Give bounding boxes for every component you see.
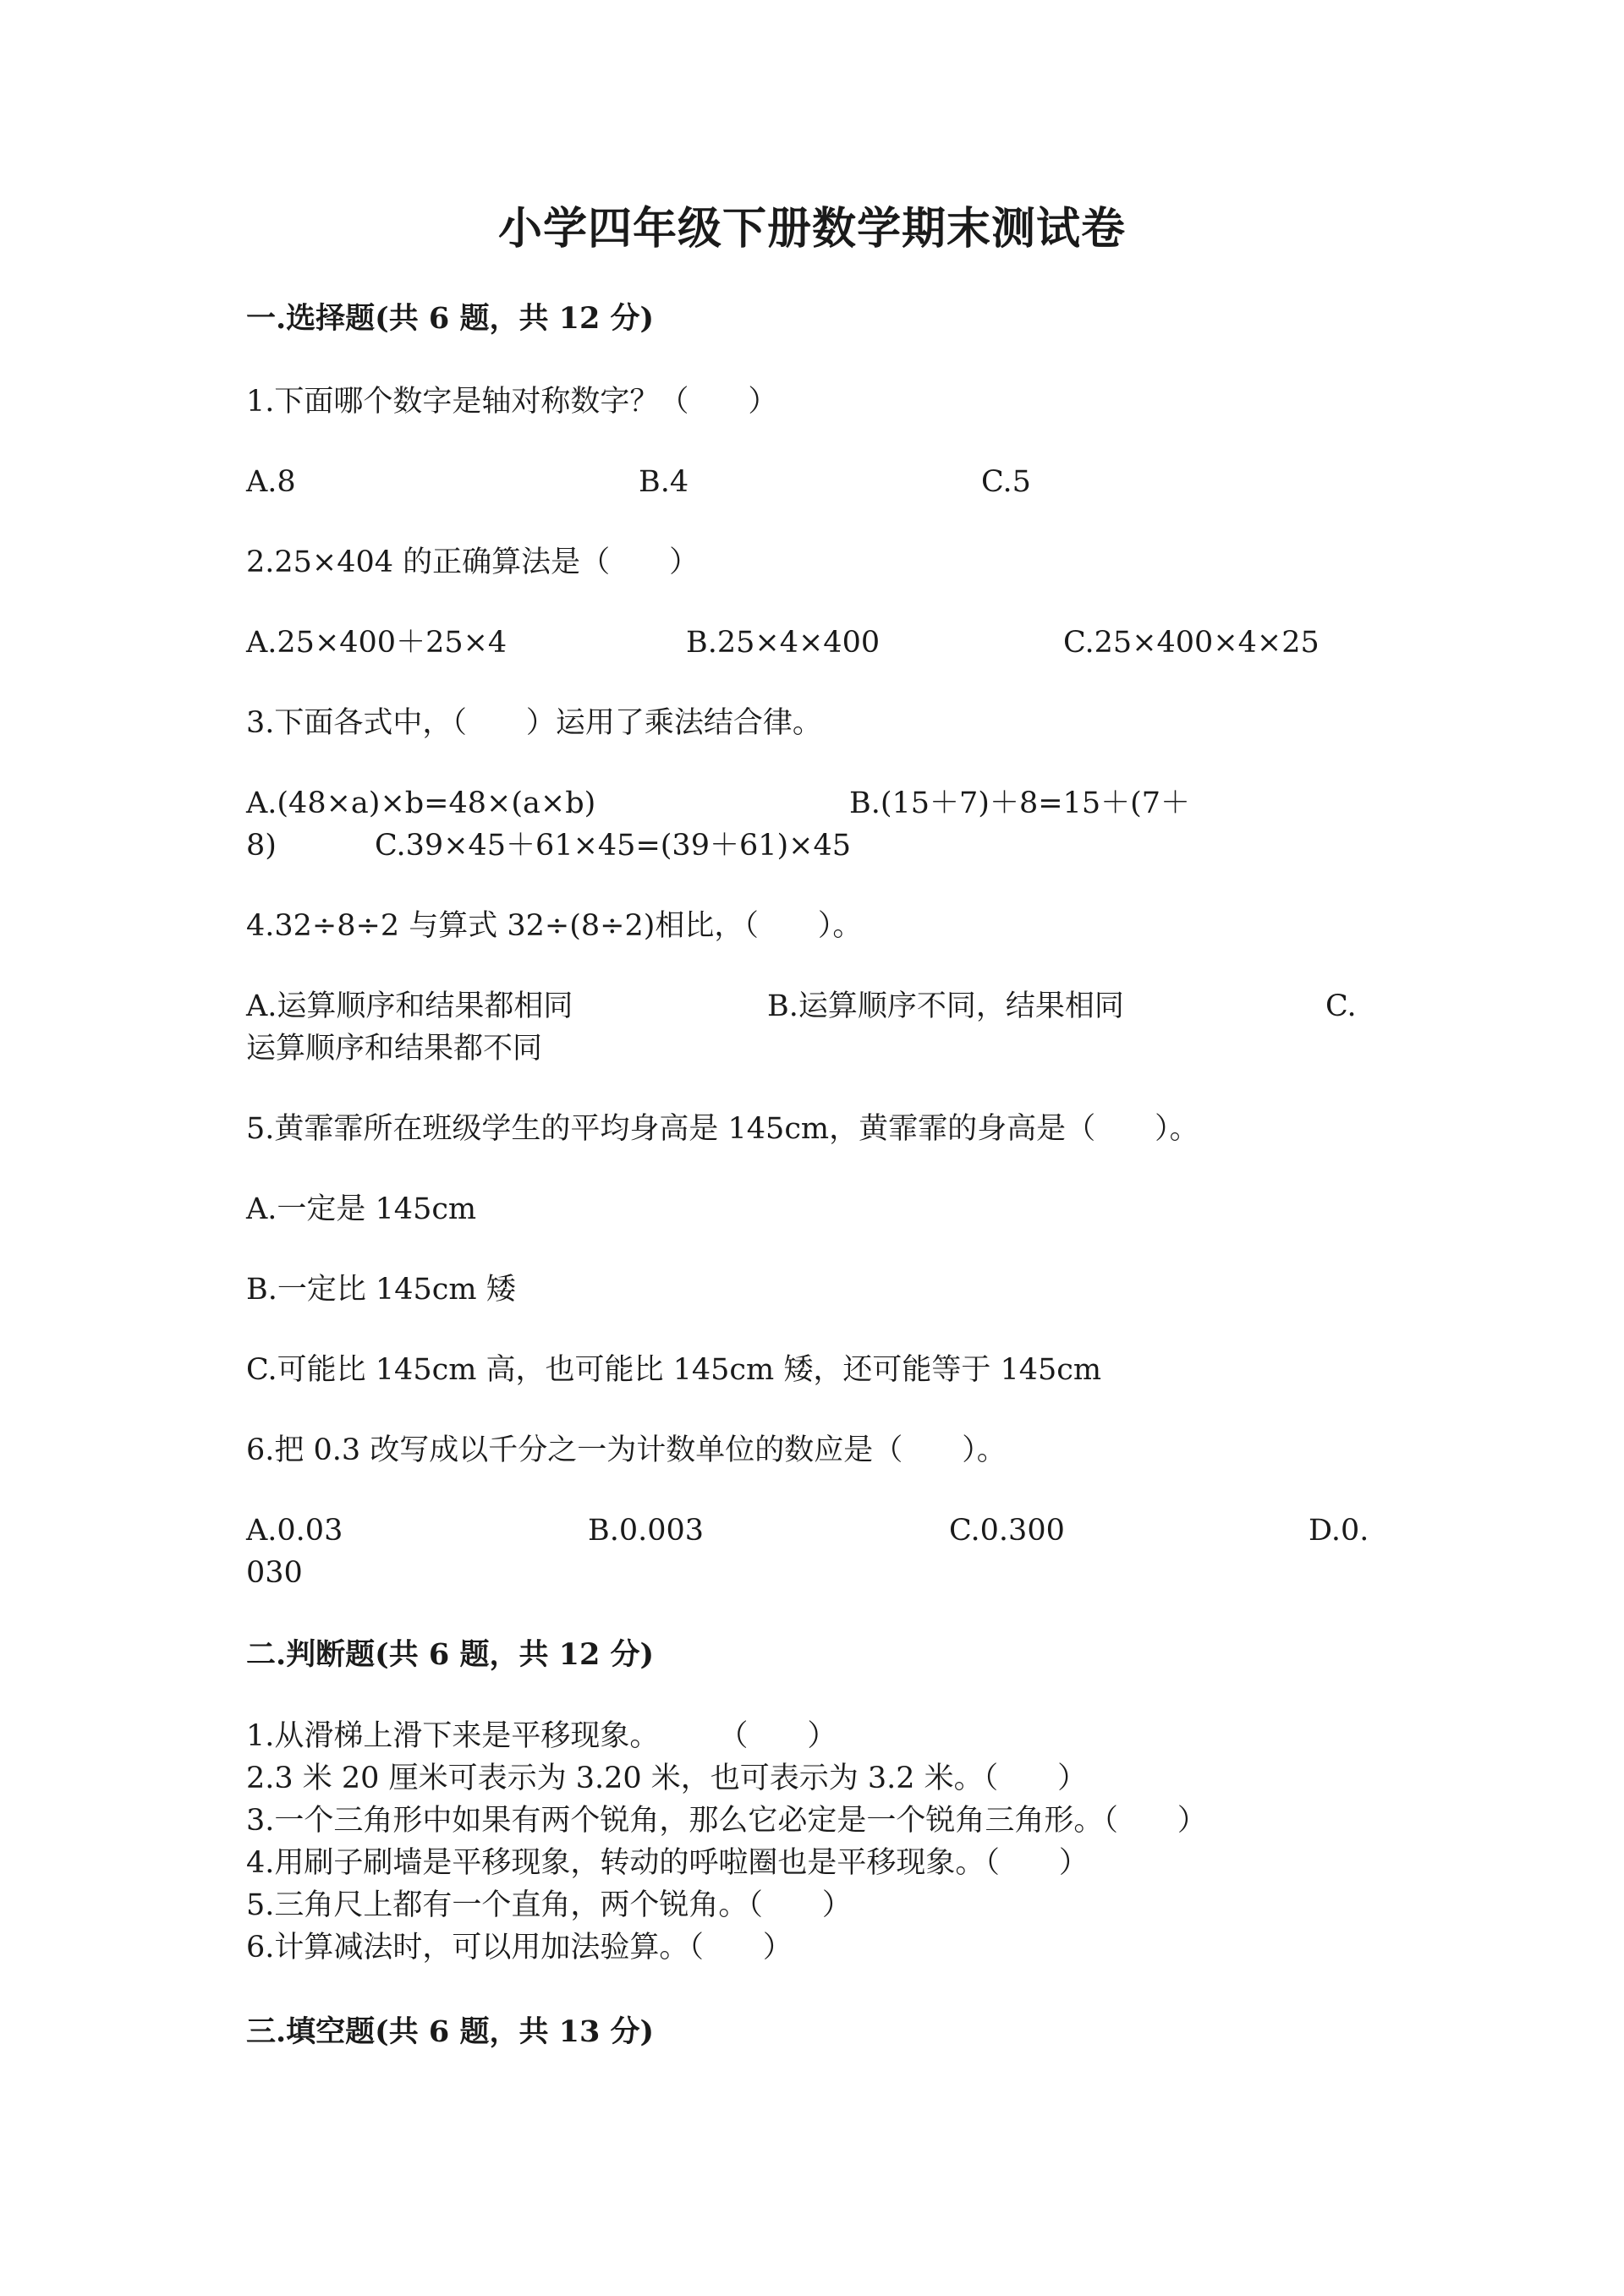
option-2c: C.25×400×4×25 (1063, 626, 1320, 660)
option-1b: B.4 (639, 465, 689, 499)
option-5a: A.一定是 145cm (246, 1192, 477, 1226)
judgement-item-1: 1.从滑梯上滑下来是平移现象。 （ ） (246, 1719, 837, 1753)
option-3c: C.39×45＋61×45=(39＋61)×45 (375, 829, 852, 863)
option-2b: B.25×4×400 (686, 626, 881, 660)
section-heading-fill: 三.填空题(共 6 题，共 13 分) (246, 2014, 655, 2049)
judgement-item-5: 5.三角尺上都有一个直角，两个锐角。（ ） (246, 1888, 852, 1922)
judgement-item-6: 6.计算减法时，可以用加法验算。（ ） (246, 1931, 793, 1964)
page-title: 小学四年级下册数学期末测试卷 (497, 203, 1126, 255)
question-2: 2.25×404 的正确算法是（ ） (246, 545, 700, 579)
option-4a: A.运算顺序和结果都相同 (246, 989, 573, 1023)
option-6b: B.0.003 (588, 1514, 705, 1548)
option-6c: C.0.300 (949, 1514, 1065, 1548)
option-4c-label: C. (1325, 989, 1357, 1023)
section-heading-choice: 一.选择题(共 6 题，共 12 分) (246, 301, 655, 336)
option-4c: 运算顺序和结果都不同 (246, 1032, 543, 1066)
option-3a: A.(48×a)×b=48×(a×b) (246, 786, 596, 820)
question-6: 6.把 0.3 改写成以千分之一为计数单位的数应是（ ）。 (246, 1433, 1007, 1467)
option-5c: C.可能比 145cm 高，也可能比 145cm 矮，还可能等于 145cm (246, 1353, 1102, 1387)
section-heading-judgement: 二.判断题(共 6 题，共 12 分) (246, 1637, 655, 1672)
option-2a: A.25×400＋25×4 (246, 626, 508, 660)
option-1a: A.8 (246, 465, 296, 499)
option-6d: 030 (246, 1556, 303, 1590)
option-6a: A.0.03 (246, 1514, 343, 1548)
judgement-item-2: 2.3 米 20 厘米可表示为 3.20 米，也可表示为 3.2 米。（ ） (246, 1762, 1088, 1795)
option-1c: C.5 (981, 465, 1031, 499)
question-3: 3.下面各式中，（ ）运用了乘法结合律。 (246, 706, 822, 740)
question-4: 4.32÷8÷2 与算式 32÷(8÷2)相比，（ ）。 (246, 909, 863, 943)
question-5: 5.黄霏霏所在班级学生的平均身高是 145cm，黄霏霏的身高是（ ）。 (246, 1112, 1199, 1146)
judgement-item-3: 3.一个三角形中如果有两个锐角，那么它必定是一个锐角三角形。（ ） (246, 1804, 1207, 1838)
option-5b: B.一定比 145cm 矮 (246, 1273, 516, 1307)
option-6d-label: D.0. (1309, 1514, 1369, 1548)
question-1: 1.下面哪个数字是轴对称数字？（ ） (246, 385, 778, 419)
option-3b-wrap: 8) (246, 829, 277, 863)
option-3b: B.(15＋7)＋8=15＋(7＋ (849, 786, 1191, 820)
judgement-item-4: 4.用刷子刷墙是平移现象，转动的呼啦圈也是平移现象。（ ） (246, 1846, 1089, 1880)
option-4b: B.运算顺序不同，结果相同 (767, 989, 1124, 1023)
